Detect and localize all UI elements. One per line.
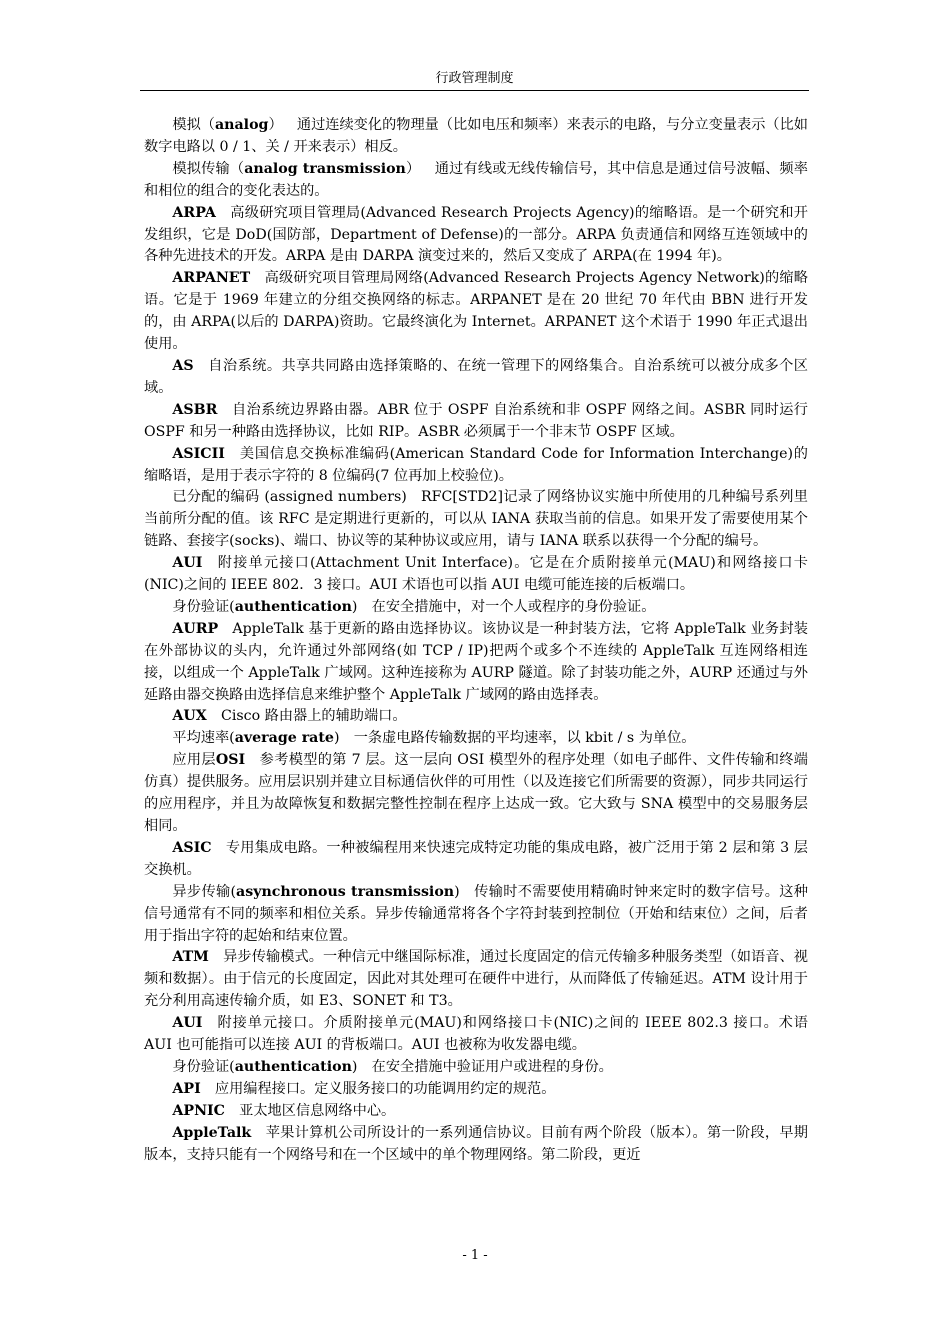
glossary-entry: [144, 356, 808, 400]
glossary-entry: [144, 1079, 808, 1101]
glossary-entry: [144, 882, 808, 948]
entry-text: 附接单元接口(Attachment Unit Interface)。它是在介质附接单元(MAU)和网络接口卡(NIC)之间的 IEEE 802．3 接口。AUI 术语也可以指 AUI 电缆可能连接的后板端口。: [144, 555, 808, 594]
page-number: - 1 -: [462, 1248, 488, 1263]
glossary-entry: [144, 1123, 808, 1167]
glossary-entry: [144, 553, 808, 597]
entry-text: 自治系统边界路由器。ABR 位于 OSPF 自治系统和非 OSPF 网络之间。ASBR 同时运行 OSPF 和另一种路由选择协议，比如 RIP。ASBR 必须属于一个非末节 OSPF 区域。: [144, 401, 808, 440]
entry-text: 高级研究项目管理局(Advanced Research Projects Agency)的缩略语。是一个研究和开发组织，它是 DoD(国防部，Department of Defense)的一部分。ARPA 负责通信和网络互连领域中的各种先进技术的开发。ARPA 是由 DARPA 演变过来的，然后又变成了 ARPA(在 1994 年)。: [144, 204, 808, 265]
entry-term: analog: [214, 117, 269, 133]
glossary-body: [144, 115, 808, 1167]
entry-term: ATM: [172, 949, 209, 966]
glossary-entry: [144, 115, 808, 159]
entry-text: 在安全措施中验证用户或进程的身份。: [371, 1058, 613, 1075]
entry-prefix: 平均速率(: [172, 730, 235, 747]
glossary-entry: [144, 728, 808, 750]
entry-term: authentication: [234, 598, 352, 615]
entry-text: 通过有线或无线传输信号，其中信息是通过信号波幅、频率和相位的组合的变化表达的。: [144, 160, 808, 199]
entry-prefix: 模拟传输（: [172, 160, 245, 177]
glossary-entry: [144, 706, 808, 728]
glossary-entry: [144, 1057, 808, 1079]
entry-term: ASBR: [172, 401, 218, 418]
entry-term: APNIC: [172, 1102, 225, 1119]
entry-prefix: 已分配的编码 (assigned numbers): [172, 489, 407, 506]
entry-term: authentication: [234, 1058, 352, 1075]
entry-text: 通过连续变化的物理量（比如电压和频率）来表示的电路，与分立变量表示（比如数字电路以 0 / 1、关 / 开来表示）相反。: [144, 117, 808, 155]
entry-suffix: ）: [268, 117, 283, 133]
header-rule: [140, 90, 809, 91]
entry-suffix: ): [454, 883, 460, 900]
entry-prefix: 身份验证(: [172, 1058, 235, 1075]
page-header: 行政管理制度: [435, 71, 514, 86]
entry-text: 高级研究项目管理局网络(Advanced Research Projects Agency Network)的缩略语。它是于 1969 年建立的分组交换网络的标志。ARPANET 是在 20 世纪 70 年代由 BBN 进行开发的，由 ARPA(以后的 DARPA)资助。它最终演化为 Internet。ARPANET 这个术语于 1990 年正式退出使用。: [144, 270, 808, 353]
entry-prefix: 应用层: [172, 752, 216, 769]
entry-term: AppleTalk: [172, 1124, 252, 1141]
entry-text: 亚太地区信息网络中心。: [239, 1102, 396, 1119]
glossary-entry: [144, 1101, 808, 1123]
entry-term: AUI: [172, 555, 203, 572]
entry-prefix: 模拟（: [172, 117, 215, 133]
entry-term: AUX: [172, 708, 207, 725]
entry-text: 自治系统。共享共同路由选择策略的、在统一管理下的网络集合。自治系统可以被分成多个区域。: [144, 357, 808, 396]
entry-term: ARPA: [172, 204, 216, 221]
entry-text: 附接单元接口。介质附接单元(MAU)和网络接口卡(NIC)之间的 IEEE 802.3 接口。术语 AUI 也可能指可以连接 AUI 的背板端口。AUI 也被称为收发器电缆。: [144, 1015, 808, 1054]
entry-term: ASIC: [172, 839, 212, 856]
entry-text: AppleTalk 基于更新的路由选择协议。该协议是一种封装方法，它将 AppleTalk 业务封装在外部协议的头内，允许通过外部网络(如 TCP / IP)把两个或多个不连续的 AppleTalk 互连网络相连接，以组成一个 AppleTalk 广域网。这种连接称为 AURP 隧道。除了封装功能之外，AURP 还通过与外延路由器交换路由选择信息来维护整个 AppleTalk 广域网的路由选择表。: [144, 620, 808, 703]
entry-term: ARPANET: [172, 270, 251, 287]
entry-text: 在安全措施中，对一个人或程序的身份验证。: [371, 598, 656, 615]
entry-term: asynchronous transmission: [236, 883, 455, 900]
entry-text: 一条虚电路传输数据的平均速率，以 kbit / s 为单位。: [353, 730, 696, 747]
glossary-entry: [144, 444, 808, 488]
glossary-entry: [144, 487, 808, 553]
entry-text: 美国信息交换标准编码(American Standard Code for Information Interchange)的缩略语，是用于表示字符的 8 位编码(7 位再加上校验位)。: [144, 445, 808, 484]
glossary-entry: [144, 597, 808, 619]
glossary-entry: [144, 750, 808, 838]
entry-term: average rate: [234, 730, 334, 747]
entry-term: API: [172, 1080, 201, 1097]
entry-prefix: 身份验证(: [172, 598, 235, 615]
entry-text: 传输时不需要使用精确时钟来定时的数字信号。这种信号通常有不同的频率和相位关系。异步传输通常将各个字符封装到控制位（开始和结束位）之间，后者用于指出字符的起始和结束位置。: [144, 883, 808, 944]
glossary-entry: [144, 268, 808, 356]
entry-prefix: 异步传输(: [172, 883, 237, 900]
entry-suffix: ): [351, 1058, 358, 1075]
entry-text: 专用集成电路。一种被编程用来快速完成特定功能的集成电路，被广泛用于第 2 层和第 3 层交换机。: [144, 839, 808, 878]
entry-term: AS: [172, 357, 194, 374]
entry-term: AURP: [172, 620, 219, 637]
entry-suffix: ): [351, 598, 358, 615]
entry-suffix: ): [333, 730, 340, 747]
glossary-entry: [144, 400, 808, 444]
entry-text: Cisco 路由器上的辅助端口。: [220, 708, 407, 725]
entry-term: AUI: [172, 1015, 203, 1032]
glossary-entry: [144, 619, 808, 707]
entry-text: 应用编程接口。定义服务接口的功能调用约定的规范。: [214, 1080, 556, 1097]
entry-text: 异步传输模式。一种信元中继国际标准，通过长度固定的信元传输多种服务类型（如语音、视频和数据）。由于信元的长度固定，因此对其处理可在硬件中进行，从而降低了传输延迟。ATM 设计用于充分利用高速传输介质，如 E3、SONET 和 T3。: [144, 949, 808, 1010]
glossary-entry: [144, 1013, 808, 1057]
entry-term: OSI: [215, 752, 246, 769]
glossary-entry: [144, 159, 808, 203]
entry-text: RFC[STD2]记录了网络协议实施中所使用的几种编号系列里当前所分配的值。该 RFC 是定期进行更新的，可以从 IANA 获取当前的信息。如果开发了需要使用某个链路、套接字(socks)、端口、协议等的某种协议或应用，请与 IANA 联系以获得一个分配的编号。: [144, 489, 808, 550]
entry-text: 参考模型的第 7 层。这一层向 OSI 模型外的程序处理（如电子邮件、文件传输和终端仿真）提供服务。应用层识别并建立目标通信伙伴的可用性（以及连接它们所需要的资源），同步共同运行的应用程序，并且为故障恢复和数据完整性控制在程序上达成一致。它大致与 SNA 模型中的交易服务层相同。: [144, 752, 808, 834]
entry-term: ASICII: [172, 445, 225, 462]
glossary-entry: [144, 203, 808, 269]
entry-term: analog transmission: [244, 160, 406, 177]
glossary-entry: [144, 947, 808, 1013]
entry-text: 苹果计算机公司所设计的一系列通信协议。目前有两个阶段（版本）。第一阶段，早期版本，支持只能有一个网络号和在一个区域中的单个物理网络。第二阶段，更近: [144, 1124, 808, 1163]
glossary-entry: [144, 838, 808, 882]
entry-suffix: ）: [405, 160, 421, 177]
